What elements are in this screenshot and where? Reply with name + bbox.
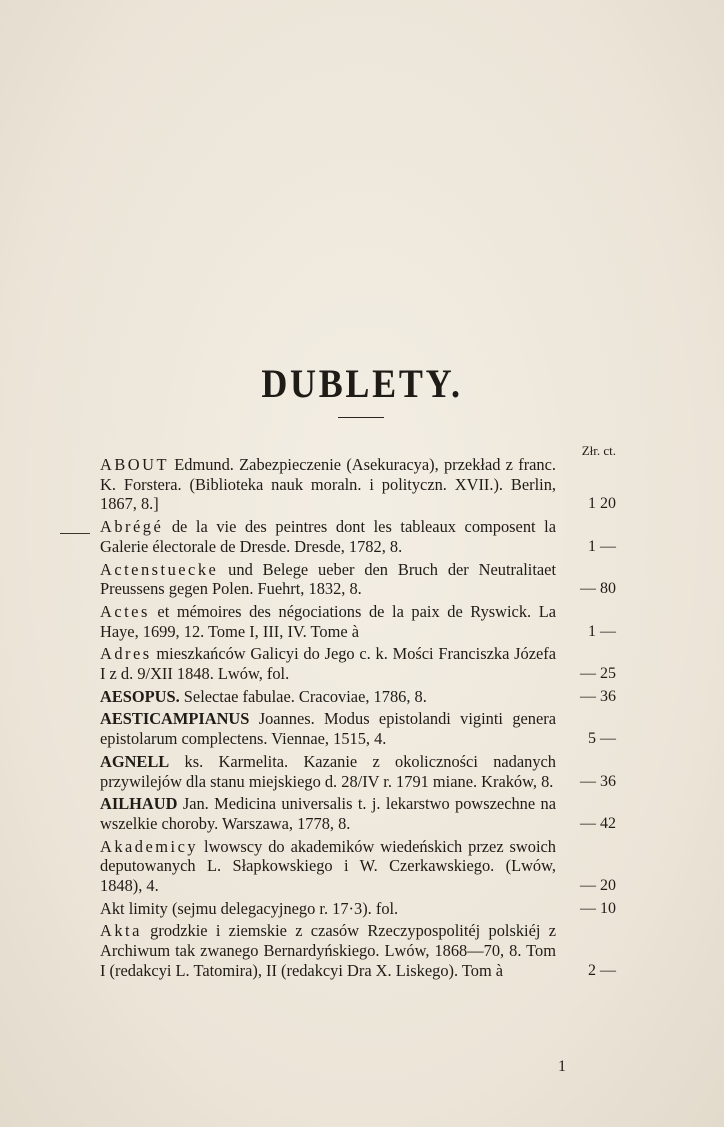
entry-description: ks. Karmelita. Kazanie z okoliczności nadanych przywilejów dla stanu miejskiego d. 28/IV r. 1791 miane. Kraków, 8.: [100, 751, 556, 791]
entry-price: — 20: [580, 877, 616, 895]
entry-price: 1 —: [588, 537, 616, 555]
catalog-entry: [100, 455, 616, 514]
entry-price: — 36: [580, 772, 616, 790]
entry-price: — 42: [580, 814, 616, 832]
entry-description: Joannes. Modus epistolandi viginti genera epistolarum complectens. Viennae, 1515, 4.: [100, 709, 556, 749]
margin-dash-mark: [60, 533, 90, 534]
catalog-entry: [100, 687, 616, 707]
currency-column-header: Złr. ct.: [581, 443, 616, 458]
entry-price: — 36: [580, 687, 616, 705]
entry-description: de la vie des peintres dont les tableaux composent la Galerie électorale de Dresde. Dresde, 1782, 8.: [100, 517, 556, 556]
catalog-entry: [100, 921, 616, 980]
catalog-entry: [100, 560, 616, 599]
entry-price: 1 20: [588, 495, 616, 513]
entry-heading: Akademicy: [100, 836, 199, 856]
entry-price: 5 —: [588, 730, 616, 748]
catalog-entry: [100, 899, 616, 919]
entry-price: 1 —: [588, 622, 616, 640]
entry-heading: AILHAUD: [100, 794, 178, 814]
entry-price: — 25: [580, 665, 616, 683]
entry-description: Selectae fabulae. Cracoviae, 1786, 8.: [179, 686, 427, 706]
entry-heading: Akt: [100, 898, 125, 918]
catalog-entry: [100, 602, 616, 641]
entry-price: — 80: [580, 580, 616, 598]
catalog-entry: [100, 709, 616, 748]
entry-heading: Abrégé: [100, 517, 164, 537]
page-title: DUBLETY.: [261, 361, 463, 406]
entry-description: Edmund. Zabezpieczenie (Asekuracya), przekład z franc. K. Forstera. (Biblioteka nauk moraln. i polityczn. XVII.). Berlin, 1867, 8.]: [100, 455, 556, 514]
catalog-entry: [100, 517, 616, 556]
page-number: 1: [558, 1058, 566, 1075]
entry-description: und Belege ueber den Bruch der Neutralitaet Preussens gegen Polen. Fuehrt, 1832, 8.: [100, 559, 556, 599]
entry-heading: Actes: [100, 601, 150, 621]
entry-price: 2 —: [588, 961, 616, 979]
entry-description: limity (sejmu delegacyjnego r. 17·3). fol.: [124, 898, 399, 918]
entry-description: lwowscy do akademików wiedeńskich przez swoich deputowanych L. Słapkowskiego i W. Czerkawskiego. (Lwów, 1848), 4.: [100, 836, 556, 896]
catalog-entry: [100, 752, 616, 791]
title-rule: [338, 417, 384, 418]
entry-price: — 10: [580, 899, 616, 917]
entry-description: mieszkańców Galicyi do Jego c. k. Mości Franciszka Józefa I z d. 9/XII 1848. Lwów, fol.: [100, 644, 556, 684]
entry-description: et mémoires des négociations de la paix de Ryswick. La Haye, 1699, 12. Tome I, III, IV. Tome à: [100, 601, 556, 641]
entry-heading: ABOUT: [100, 455, 169, 474]
entry-heading: Adres: [100, 644, 152, 664]
entry-heading: AESOPUS.: [100, 686, 180, 706]
entry-heading: AESTICAMPIANUS: [100, 709, 250, 729]
entry-heading: AGNELL: [100, 751, 170, 771]
entry-description: Jan. Medicina universalis t. j. lekarstwo powszechne na wszelkie choroby. Warszawa, 1778, 8.: [100, 794, 556, 833]
catalog-entry: [100, 794, 616, 833]
entry-description: grodzkie i ziemskie z czasów Rzeczypospolitéj polskiéj z Archiwum tak zwanego Bernardyńskiego. Lwów, 1868—70, 8. Tom I (redakcyi L. Tatomira), II (redakcyi Dra X. Liskego). Tom à: [100, 921, 556, 980]
catalog-entry: [100, 644, 616, 683]
catalog-entry: [100, 837, 616, 896]
entry-heading: Akta: [100, 921, 142, 941]
catalog-entries: [100, 455, 616, 984]
entry-heading: Actenstuecke: [100, 559, 219, 579]
